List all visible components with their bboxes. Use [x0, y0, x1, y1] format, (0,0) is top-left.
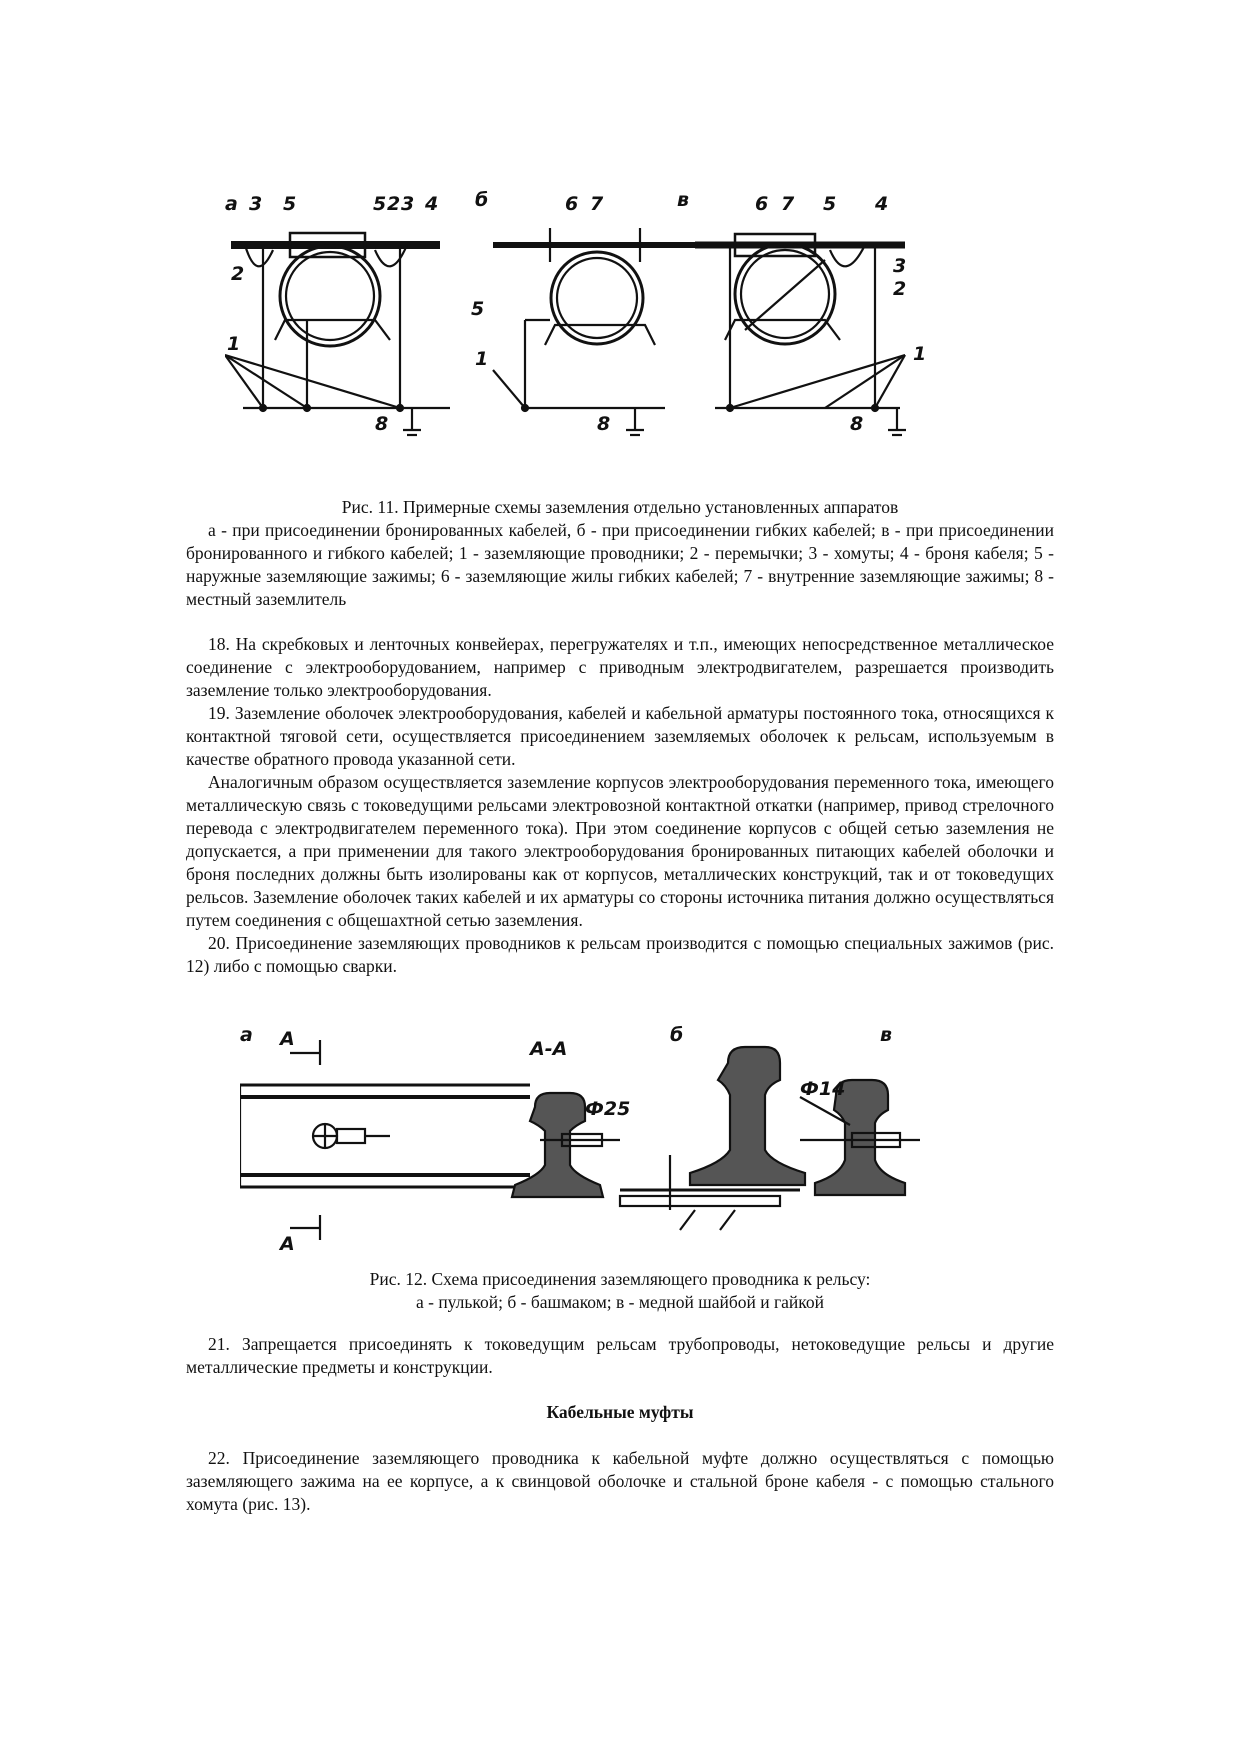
fig11-num-3b: 3	[401, 193, 415, 215]
fig11-num-2c: 2	[893, 278, 907, 300]
figure-12-svg	[240, 1025, 1010, 1265]
figure-11-svg	[225, 190, 1035, 460]
fig11-num-4b: 4	[875, 193, 889, 215]
fig11-label-a: а	[225, 193, 238, 215]
fig11-num-5d: 5	[823, 193, 837, 215]
paragraph-19: 19. Заземление оболочек электрооборудования, кабелей и кабельной арматуры постоянного тока, относящихся к контактной тяговой сети, осуществляется присоединением заземляемых оболочек к рельсам, используемым в качестве обратного провода указанной сети.	[186, 703, 1054, 769]
fig12-label-v: в	[880, 1025, 893, 1046]
fig11-num-6b: 6	[755, 193, 769, 215]
fig12-label-b: б	[670, 1025, 684, 1046]
fig12-section-mark-top: А	[280, 1028, 295, 1050]
fig11-num-4a: 4	[425, 193, 439, 215]
paragraph-20: 20. Присоединение заземляющих проводников к рельсам производится с помощью специальных зажимов (рис. 12) либо с помощью сварки.	[186, 933, 1054, 976]
body-text-section-3	[186, 1447, 1054, 1516]
fig11-num-7b: 7	[781, 193, 795, 215]
figure-12-caption-line-1: Рис. 12. Схема присоединения заземляющего проводника к рельсу:	[369, 1269, 871, 1289]
fig11-label-b: б	[475, 190, 489, 211]
fig11-num-1b: 1	[475, 348, 489, 370]
fig11-num-1a: 1	[227, 333, 241, 355]
fig12-dimension-25: Ф25	[585, 1098, 631, 1120]
figure-11-caption-title: Рис. 11. Примерные схемы заземления отдельно установленных аппаратов	[341, 497, 899, 517]
fig12-dimension-14: Ф14	[800, 1078, 846, 1100]
fig11-num-8c: 8	[850, 413, 864, 435]
fig11-num-5c: 5	[471, 298, 485, 320]
fig11-num-2a: 2	[387, 193, 401, 215]
body-text-section-1	[186, 633, 1054, 978]
body-text-section-2	[186, 1333, 1054, 1379]
fig11-num-7a: 7	[590, 193, 604, 215]
figure-11-diagram	[225, 190, 1035, 460]
fig11-num-5b: 5	[373, 193, 387, 215]
fig12-section-mark-bottom: А	[280, 1233, 295, 1255]
fig11-num-8b: 8	[597, 413, 611, 435]
fig11-label-v: в	[677, 190, 690, 211]
fig11-num-8a: 8	[375, 413, 389, 435]
paragraph-19-continued: Аналогичным образом осуществляется заземление корпусов электрооборудования переменного тока, имеющего металлическую связь с токоведущими рельсами электровозной контактной откатки (например, привод стрелочного перевода с электродвигателем переменного тока). При этом соединение корпусов с общей сетью заземления не допускается, а при применении для такого электрооборудования бронированных питающих кабелей оболочки и броня последних должны быть изолированы как от корпусов, металлических конструкций, так и от токоведущих рельсов. Заземление оболочек таких кабелей и их арматуры со стороны источника питания должно осуществляться путем соединения с общешахтной сетью заземления.	[186, 772, 1054, 930]
fig11-num-3c: 3	[893, 255, 907, 277]
figure-11-caption-text: а - при присоединении бронированных кабелей, б - при присоединении гибких кабелей; в - при присоединении бронированного и гибкого кабелей; 1 - заземляющие проводники; 2 - перемычки; 3 - хомуты; 4 - броня кабеля; 5 - наружные заземляющие зажимы; 6 - заземляющие жилы гибких кабелей; 7 - внутренние заземляющие зажимы; 8 - местный заземлитель	[186, 520, 1054, 609]
fig11-num-5a: 5	[283, 193, 297, 215]
fig11-num-6a: 6	[565, 193, 579, 215]
paragraph-21: 21. Запрещается присоединять к токоведущим рельсам трубопроводы, нетоковедущие рельсы и другие металлические предметы и конструкции.	[186, 1334, 1054, 1377]
figure-11-caption	[186, 496, 1054, 611]
figure-12-diagram	[240, 1025, 1010, 1265]
fig11-num-1c: 1	[913, 343, 927, 365]
fig11-num-3a: 3	[249, 193, 263, 215]
fig12-section-title: А-А	[530, 1038, 568, 1060]
fig11-num-2b: 2	[231, 263, 245, 285]
paragraph-22: 22. Присоединение заземляющего проводника к кабельной муфте должно осуществляться с помощью заземляющего зажима на ее корпусе, а к свинцовой оболочке и стальной броне кабеля - с помощью стального хомута (рис. 13).	[186, 1448, 1054, 1514]
section-heading-cable-couplings: Кабельные муфты	[546, 1402, 694, 1422]
fig12-label-a: а	[240, 1025, 253, 1046]
paragraph-18: 18. На скребковых и ленточных конвейерах, перегружателях и т.п., имеющих непосредственное металлическое соединение с электрооборудованием, например с приводным электродвигателем, разрешается производить заземление только электрооборудования.	[186, 634, 1054, 700]
figure-12-caption	[186, 1268, 1054, 1314]
figure-12-caption-line-2: а - пулькой; б - башмаком; в - медной шайбой и гайкой	[415, 1292, 825, 1312]
